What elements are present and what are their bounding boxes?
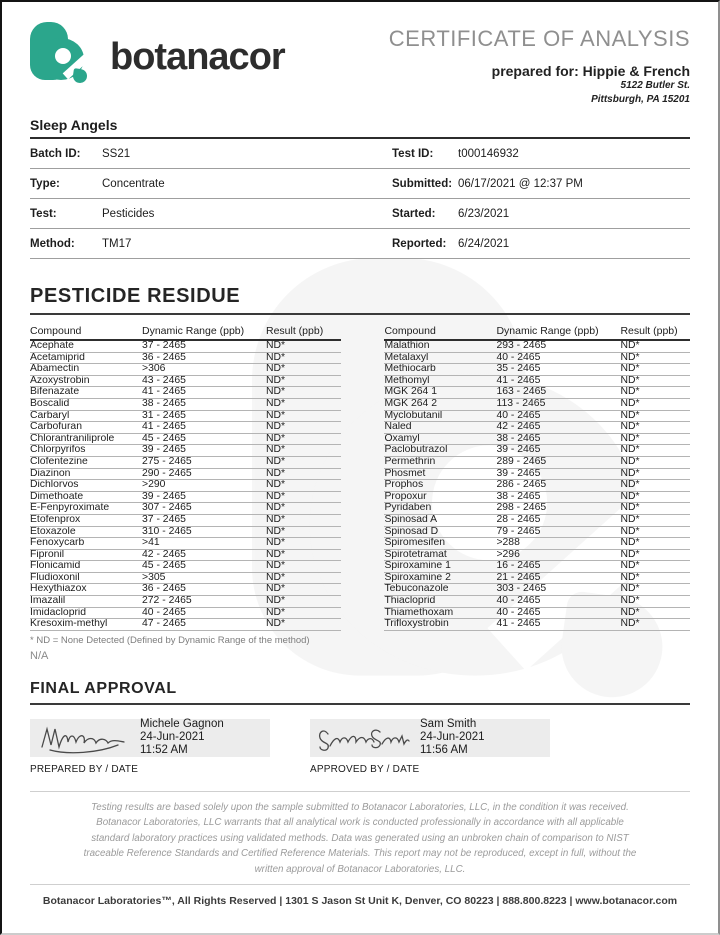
col-compound: Compound — [384, 325, 496, 340]
compound-cell: Fludioxonil — [30, 572, 142, 584]
result-cell: ND* — [620, 619, 690, 631]
compound-cell: Fipronil — [30, 549, 142, 561]
col-dynamic-range: Dynamic Range (ppb) — [142, 325, 266, 340]
range-cell: 310 - 2465 — [142, 526, 266, 538]
table-row — [384, 398, 690, 410]
result-cell: ND* — [620, 503, 690, 515]
result-cell: ND* — [620, 596, 690, 608]
approved-time: 11:56 AM — [420, 744, 468, 757]
result-cell: ND* — [620, 607, 690, 619]
compound-cell: Hexythiazox — [30, 584, 142, 596]
info-label: Test: — [30, 207, 57, 220]
compound-cell: Fenoxycarb — [30, 538, 142, 550]
result-cell: ND* — [266, 538, 341, 550]
info-value: TM17 — [102, 237, 132, 250]
signature-row — [30, 719, 690, 775]
col-compound: Compound — [30, 325, 142, 340]
result-cell: ND* — [266, 514, 341, 526]
range-cell: 39 - 2465 — [142, 445, 266, 457]
range-cell: 45 - 2465 — [142, 561, 266, 573]
range-cell: 38 - 2465 — [496, 433, 620, 445]
compound-cell: Dimethoate — [30, 491, 142, 503]
prepared-date: 24-Jun-2021 — [140, 731, 205, 744]
table-row — [384, 340, 690, 352]
prepared-time: 11:52 AM — [140, 744, 188, 757]
table-row — [384, 526, 690, 538]
range-cell: 39 - 2465 — [496, 468, 620, 480]
range-cell: 298 - 2465 — [496, 503, 620, 515]
compound-cell: Oxamyl — [384, 433, 496, 445]
result-cell: ND* — [620, 526, 690, 538]
result-cell: ND* — [266, 364, 341, 376]
table-row — [384, 561, 690, 573]
table-row — [30, 352, 341, 364]
compound-cell: Myclobutanil — [384, 410, 496, 422]
range-cell: >296 — [496, 549, 620, 561]
range-cell: 41 - 2465 — [496, 619, 620, 631]
table-row — [30, 526, 341, 538]
table-row — [30, 480, 341, 492]
table-row — [30, 561, 341, 573]
range-cell: 42 - 2465 — [142, 549, 266, 561]
compound-cell: Carbofuran — [30, 422, 142, 434]
table-row — [30, 503, 341, 515]
info-label: Type: — [30, 177, 60, 190]
range-cell: 37 - 2465 — [142, 340, 266, 352]
range-cell: 16 - 2465 — [496, 561, 620, 573]
header — [30, 18, 690, 107]
range-cell: 41 - 2465 — [142, 387, 266, 399]
table-row — [384, 549, 690, 561]
info-label: Started: — [392, 207, 436, 220]
compound-cell: Chlorantraniliprole — [30, 433, 142, 445]
compound-cell: Imidacloprid — [30, 607, 142, 619]
range-cell: 40 - 2465 — [496, 410, 620, 422]
compound-cell: Paclobutrazol — [384, 445, 496, 457]
compound-cell: Acetamiprid — [30, 352, 142, 364]
range-cell: 40 - 2465 — [142, 607, 266, 619]
prepared-name: Michele Gagnon — [140, 718, 224, 731]
result-cell: ND* — [266, 491, 341, 503]
result-cell: ND* — [620, 561, 690, 573]
range-cell: >288 — [496, 538, 620, 550]
table-header-row — [30, 325, 341, 340]
result-cell: ND* — [620, 340, 690, 352]
result-cell: ND* — [266, 572, 341, 584]
compound-cell: Kresoxim-methyl — [30, 619, 142, 631]
compound-cell: Clofentezine — [30, 456, 142, 468]
compound-cell: Dichlorvos — [30, 480, 142, 492]
range-cell: 31 - 2465 — [142, 410, 266, 422]
range-cell: 28 - 2465 — [496, 514, 620, 526]
table-row — [384, 514, 690, 526]
table-row — [30, 422, 341, 434]
result-cell: ND* — [620, 422, 690, 434]
range-cell: 38 - 2465 — [142, 398, 266, 410]
info-row — [30, 229, 690, 259]
result-cell: ND* — [266, 340, 341, 352]
table-row — [384, 584, 690, 596]
result-cell: ND* — [266, 526, 341, 538]
range-cell: 286 - 2465 — [496, 480, 620, 492]
range-cell: 35 - 2465 — [496, 364, 620, 376]
compound-cell: Azoxystrobin — [30, 375, 142, 387]
table-row — [30, 456, 341, 468]
table-row — [30, 584, 341, 596]
prepared-caption: PREPARED BY / DATE — [30, 763, 139, 775]
compound-cell: Pyridaben — [384, 503, 496, 515]
brand-block — [30, 22, 285, 86]
table-row — [30, 340, 341, 352]
table-row — [384, 352, 690, 364]
compound-cell: Spiromesifen — [384, 538, 496, 550]
result-cell: ND* — [266, 445, 341, 457]
table-row — [384, 503, 690, 515]
final-approval-title: FINAL APPROVAL — [30, 680, 690, 705]
sample-info-table — [30, 139, 690, 259]
table-row — [384, 422, 690, 434]
pesticide-tables — [30, 325, 690, 631]
range-cell: 43 - 2465 — [142, 375, 266, 387]
result-cell: ND* — [620, 468, 690, 480]
compound-cell: Spiroxamine 2 — [384, 572, 496, 584]
range-cell: 79 - 2465 — [496, 526, 620, 538]
table-row — [384, 445, 690, 457]
table-header-row — [384, 325, 690, 340]
info-label: Submitted: — [392, 177, 453, 190]
result-cell: ND* — [266, 387, 341, 399]
result-cell: ND* — [620, 538, 690, 550]
range-cell: 21 - 2465 — [496, 572, 620, 584]
compound-cell: Spirotetramat — [384, 549, 496, 561]
range-cell: >41 — [142, 538, 266, 550]
compound-cell: Flonicamid — [30, 561, 142, 573]
nd-footnote: * ND = None Detected (Defined by Dynamic Range of the method) — [30, 634, 310, 646]
compound-cell: Methiocarb — [384, 364, 496, 376]
result-cell: ND* — [266, 619, 341, 631]
result-cell: ND* — [266, 503, 341, 515]
header-right — [389, 26, 690, 107]
compound-cell: Spinosad A — [384, 514, 496, 526]
table-row — [384, 480, 690, 492]
info-value: 6/24/2021 — [458, 237, 510, 250]
compound-cell: Propoxur — [384, 491, 496, 503]
result-cell: ND* — [620, 352, 690, 364]
range-cell: 41 - 2465 — [142, 422, 266, 434]
result-cell: ND* — [266, 480, 341, 492]
result-cell: ND* — [266, 584, 341, 596]
range-cell: 307 - 2465 — [142, 503, 266, 515]
compound-cell: MGK 264 2 — [384, 398, 496, 410]
table-row — [384, 433, 690, 445]
result-cell: ND* — [266, 398, 341, 410]
compound-cell: Imazalil — [30, 596, 142, 608]
range-cell: 39 - 2465 — [496, 445, 620, 457]
compound-cell: Thiacloprid — [384, 596, 496, 608]
range-cell: 40 - 2465 — [496, 607, 620, 619]
footer-line: Botanacor Laboratories™, All Rights Reserved | 1301 S Jason St Unit K, Denver, CO 80223 | 888.800.8223 | www.botanacor.com — [42, 895, 678, 908]
table-row — [30, 468, 341, 480]
table-row — [30, 387, 341, 399]
prepared-signature-icon — [36, 722, 132, 754]
range-cell: 272 - 2465 — [142, 596, 266, 608]
result-cell: ND* — [620, 445, 690, 457]
result-cell: ND* — [620, 387, 690, 399]
table-row — [30, 375, 341, 387]
range-cell: 36 - 2465 — [142, 352, 266, 364]
result-cell: ND* — [620, 375, 690, 387]
range-cell: 45 - 2465 — [142, 433, 266, 445]
result-cell: ND* — [266, 596, 341, 608]
result-cell: ND* — [266, 549, 341, 561]
pesticide-section-title: PESTICIDE RESIDUE — [30, 285, 690, 315]
compound-cell: Etofenprox — [30, 514, 142, 526]
na-note: N/A — [30, 649, 49, 662]
table-row — [30, 572, 341, 584]
disclaimer: Testing results are based solely upon the sample submitted to Botanacor Laboratories, LLC, in the condition it was received. Botanacor Laboratories, LLC warrants that all analytical work is conducted professionally in accordance with all applicable standard laboratory practices using validated methods. Data was generated using an unbroken chain of comparison to NIST traceable Reference Standards and Certified Reference Materials. This report may not be reproduced, except in full, without the written approval of Botanacor Laboratories, LLC. — [83, 801, 637, 875]
compound-cell: Phosmet — [384, 468, 496, 480]
range-cell: 40 - 2465 — [496, 596, 620, 608]
range-cell: 290 - 2465 — [142, 468, 266, 480]
table-row — [384, 364, 690, 376]
sample-name: Sleep Angels — [30, 117, 690, 139]
compound-cell: Methomyl — [384, 375, 496, 387]
range-cell: 39 - 2465 — [142, 491, 266, 503]
col-result: Result (ppb) — [620, 325, 690, 340]
pesticide-table-right — [384, 325, 690, 631]
approved-name: Sam Smith — [420, 718, 477, 731]
compound-cell: Etoxazole — [30, 526, 142, 538]
result-cell: ND* — [620, 572, 690, 584]
compound-cell: Chlorpyrifos — [30, 445, 142, 457]
info-value: 06/17/2021 @ 12:37 PM — [458, 177, 583, 190]
range-cell: 36 - 2465 — [142, 584, 266, 596]
table-row — [384, 538, 690, 550]
range-cell: 40 - 2465 — [496, 352, 620, 364]
botanacor-logo-icon — [30, 22, 88, 86]
result-cell: ND* — [266, 410, 341, 422]
table-row — [30, 364, 341, 376]
result-cell: ND* — [620, 410, 690, 422]
result-cell: ND* — [266, 433, 341, 445]
disclaimer-block — [30, 791, 690, 886]
table-row — [30, 491, 341, 503]
approved-signature-text — [420, 718, 485, 757]
result-cell: ND* — [266, 456, 341, 468]
result-cell: ND* — [620, 584, 690, 596]
table-row — [30, 410, 341, 422]
range-cell: 37 - 2465 — [142, 514, 266, 526]
compound-cell: Thiamethoxam — [384, 607, 496, 619]
result-cell: ND* — [620, 549, 690, 561]
compound-cell: Diazinon — [30, 468, 142, 480]
range-cell: 293 - 2465 — [496, 340, 620, 352]
result-cell: ND* — [620, 480, 690, 492]
range-cell: 47 - 2465 — [142, 619, 266, 631]
compound-cell: MGK 264 1 — [384, 387, 496, 399]
result-cell: ND* — [266, 607, 341, 619]
client-address-line1: 5122 Butler St. — [620, 80, 690, 91]
table-row — [30, 607, 341, 619]
result-cell: ND* — [620, 491, 690, 503]
range-cell: 303 - 2465 — [496, 584, 620, 596]
range-cell: >290 — [142, 480, 266, 492]
compound-cell: Boscalid — [30, 398, 142, 410]
info-row — [30, 169, 690, 199]
col-result: Result (ppb) — [266, 325, 341, 340]
result-cell: ND* — [620, 456, 690, 468]
range-cell: 275 - 2465 — [142, 456, 266, 468]
table-row — [30, 433, 341, 445]
compound-cell: Metalaxyl — [384, 352, 496, 364]
result-cell: ND* — [266, 352, 341, 364]
info-value: 6/23/2021 — [458, 207, 510, 220]
col-dynamic-range: Dynamic Range (ppb) — [496, 325, 620, 340]
range-cell: >306 — [142, 364, 266, 376]
client-address-line2: Pittsburgh, PA 15201 — [591, 94, 690, 105]
table-row — [384, 375, 690, 387]
info-value: SS21 — [102, 147, 131, 160]
result-cell: ND* — [620, 433, 690, 445]
table-row — [384, 456, 690, 468]
table-row — [30, 514, 341, 526]
range-cell: 163 - 2465 — [496, 387, 620, 399]
info-label: Method: — [30, 237, 75, 250]
info-value: t000146932 — [458, 147, 519, 160]
info-value: Concentrate — [102, 177, 165, 190]
range-cell: >305 — [142, 572, 266, 584]
table-row — [30, 619, 341, 631]
info-row — [30, 139, 690, 169]
table-row — [30, 538, 341, 550]
info-value: Pesticides — [102, 207, 155, 220]
compound-cell: Bifenazate — [30, 387, 142, 399]
table-row — [30, 596, 341, 608]
range-cell: 42 - 2465 — [496, 422, 620, 434]
table-row — [30, 445, 341, 457]
compound-cell: E-Fenpyroximate — [30, 503, 142, 515]
table-row — [384, 468, 690, 480]
info-label: Reported: — [392, 237, 447, 250]
compound-cell: Tebuconazole — [384, 584, 496, 596]
compound-cell: Naled — [384, 422, 496, 434]
info-row — [30, 199, 690, 229]
compound-cell: Carbaryl — [30, 410, 142, 422]
compound-cell: Spinosad D — [384, 526, 496, 538]
compound-cell: Trifloxystrobin — [384, 619, 496, 631]
brand-name: botanacor — [110, 36, 285, 78]
table-row — [30, 398, 341, 410]
pesticide-table-left — [30, 325, 341, 631]
result-cell: ND* — [620, 364, 690, 376]
certificate-title: CERTIFICATE OF ANALYSIS — [388, 26, 690, 51]
table-row — [384, 410, 690, 422]
prepared-signature-box — [30, 719, 270, 757]
result-cell: ND* — [620, 398, 690, 410]
compound-cell: Permethrin — [384, 456, 496, 468]
range-cell: 113 - 2465 — [496, 398, 620, 410]
result-cell: ND* — [266, 422, 341, 434]
prepared-by-block — [30, 719, 270, 775]
compound-cell: Prophos — [384, 480, 496, 492]
approved-caption: APPROVED BY / DATE — [310, 763, 420, 775]
table-row — [384, 607, 690, 619]
approved-by-block — [310, 719, 550, 775]
range-cell: 289 - 2465 — [496, 456, 620, 468]
range-cell: 41 - 2465 — [496, 375, 620, 387]
approved-date: 24-Jun-2021 — [420, 731, 485, 744]
prepared-for: prepared for: Hippie & French — [491, 63, 690, 79]
result-cell: ND* — [266, 468, 341, 480]
prepared-signature-text — [140, 718, 224, 757]
compound-cell: Acephate — [30, 340, 142, 352]
table-row — [30, 549, 341, 561]
result-cell: ND* — [266, 375, 341, 387]
compound-cell: Malathion — [384, 340, 496, 352]
range-cell: 38 - 2465 — [496, 491, 620, 503]
info-label: Test ID: — [392, 147, 434, 160]
approved-signature-box — [310, 719, 550, 757]
table-row — [384, 619, 690, 631]
info-label: Batch ID: — [30, 147, 81, 160]
approved-signature-icon — [316, 722, 412, 754]
table-row — [384, 491, 690, 503]
result-cell: ND* — [266, 561, 341, 573]
table-row — [384, 387, 690, 399]
table-row — [384, 572, 690, 584]
compound-cell: Abamectin — [30, 364, 142, 376]
result-cell: ND* — [620, 514, 690, 526]
table-row — [384, 596, 690, 608]
compound-cell: Spiroxamine 1 — [384, 561, 496, 573]
